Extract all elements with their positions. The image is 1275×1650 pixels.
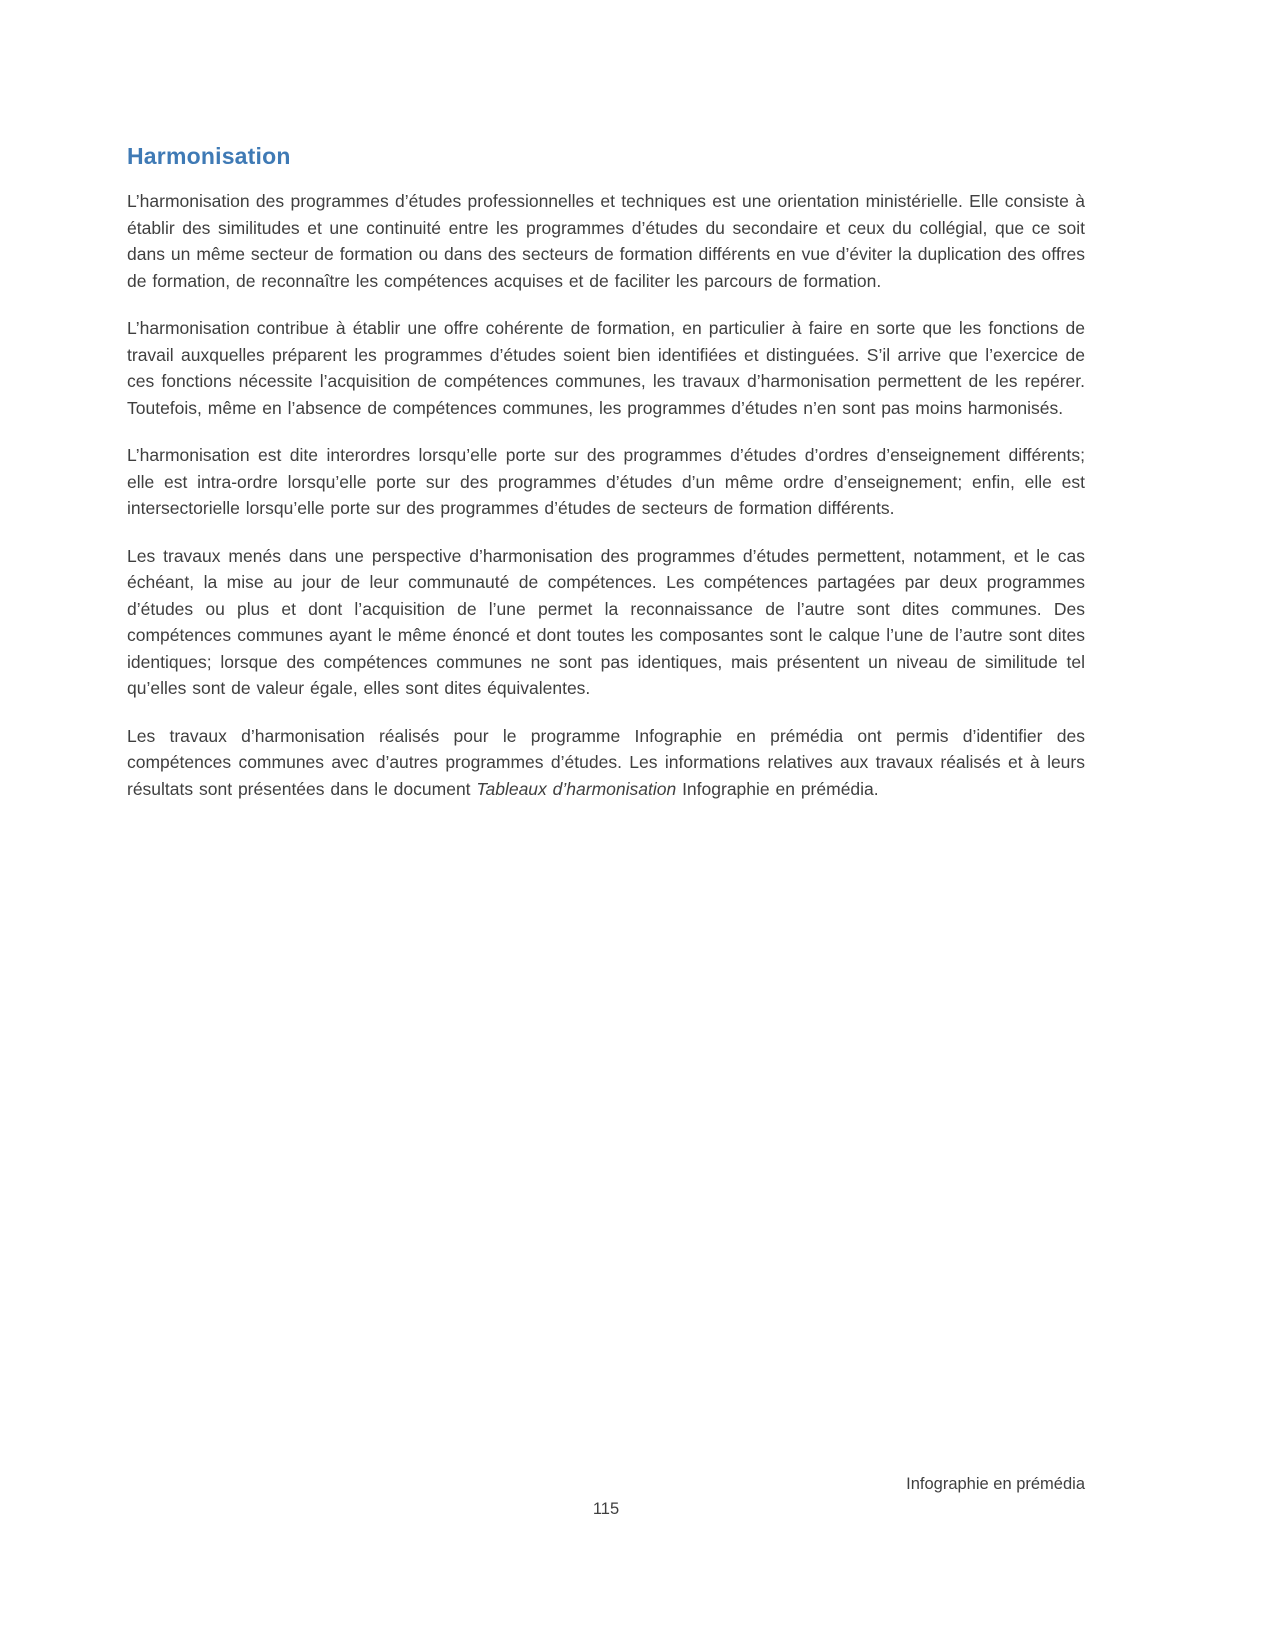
paragraph-3: L’harmonisation est dite interordres lorsqu’elle porte sur des programmes d’études d’ordres d’enseignement différents; elle est intra-ordre lorsqu’elle porte sur des programmes d’études d’un même ordre d’enseignement; enfin, elle est intersectorielle lorsqu’elle porte sur des programmes d’études de secteurs de formation différents. (127, 445, 1085, 518)
page-footer (127, 1475, 1085, 1519)
page-content (127, 143, 1085, 802)
paragraph-5 (127, 723, 1085, 803)
paragraph-1: L’harmonisation des programmes d’études professionnelles et techniques est une orientation ministérielle. Elle consiste à établir des similitudes et une continuité entre les programmes d’études du secondaire et ceux du collégial, que ce soit dans un même secteur de formation ou dans des secteurs de formation différents en vue d’éviter la duplication des offres de formation, de reconnaître les compétences acquises et de faciliter les parcours de formation. (127, 191, 1085, 291)
paragraph-4: Les travaux menés dans une perspective d’harmonisation des programmes d’études permettent, notamment, et le cas échéant, la mise au jour de leur communauté de compétences. Les compétences partagées par deux programmes d’études ou plus et dont l’acquisition de l’une permet la reconnaissance de l’autre sont dites communes. Des compétences communes ayant le même énoncé et dont toutes les composantes sont le calque l’une de l’autre sont dites identiques; lorsque des compétences communes ne sont pas identiques, mais présentent un niveau de similitude tel qu’elles sont de valeur égale, elles sont dites équivalentes. (127, 545, 1085, 698)
footer-document-title: Infographie en prémédia (906, 1475, 1085, 1493)
paragraph-5-text: Les travaux d’harmonisation réalisés pour le programme Infographie en prémédia ont permis d’identifier des compétences communes avec d’autres programmes d’études. Les informations relatives aux travaux réalisés et à leurs résultats sont présentées dans le document (127, 725, 1085, 799)
paragraph-5-text-end: Infographie en prémédia. (676, 778, 879, 799)
page-number: 115 (592, 1500, 620, 1518)
section-heading: Harmonisation (127, 143, 291, 169)
paragraph-2: L’harmonisation contribue à établir une offre cohérente de formation, en particulier à faire en sorte que les fonctions de travail auxquelles préparent les programmes d’études soient bien identifiées et distinguées. S’il arrive que l’exercice de ces fonctions nécessite l’acquisition de compétences communes, les travaux d’harmonisation permettent de les repérer. Toutefois, même en l’absence de compétences communes, les programmes d’études n’en sont pas moins harmonisés. (127, 318, 1085, 418)
referenced-document-title: Tableaux d’harmonisation (476, 778, 677, 799)
